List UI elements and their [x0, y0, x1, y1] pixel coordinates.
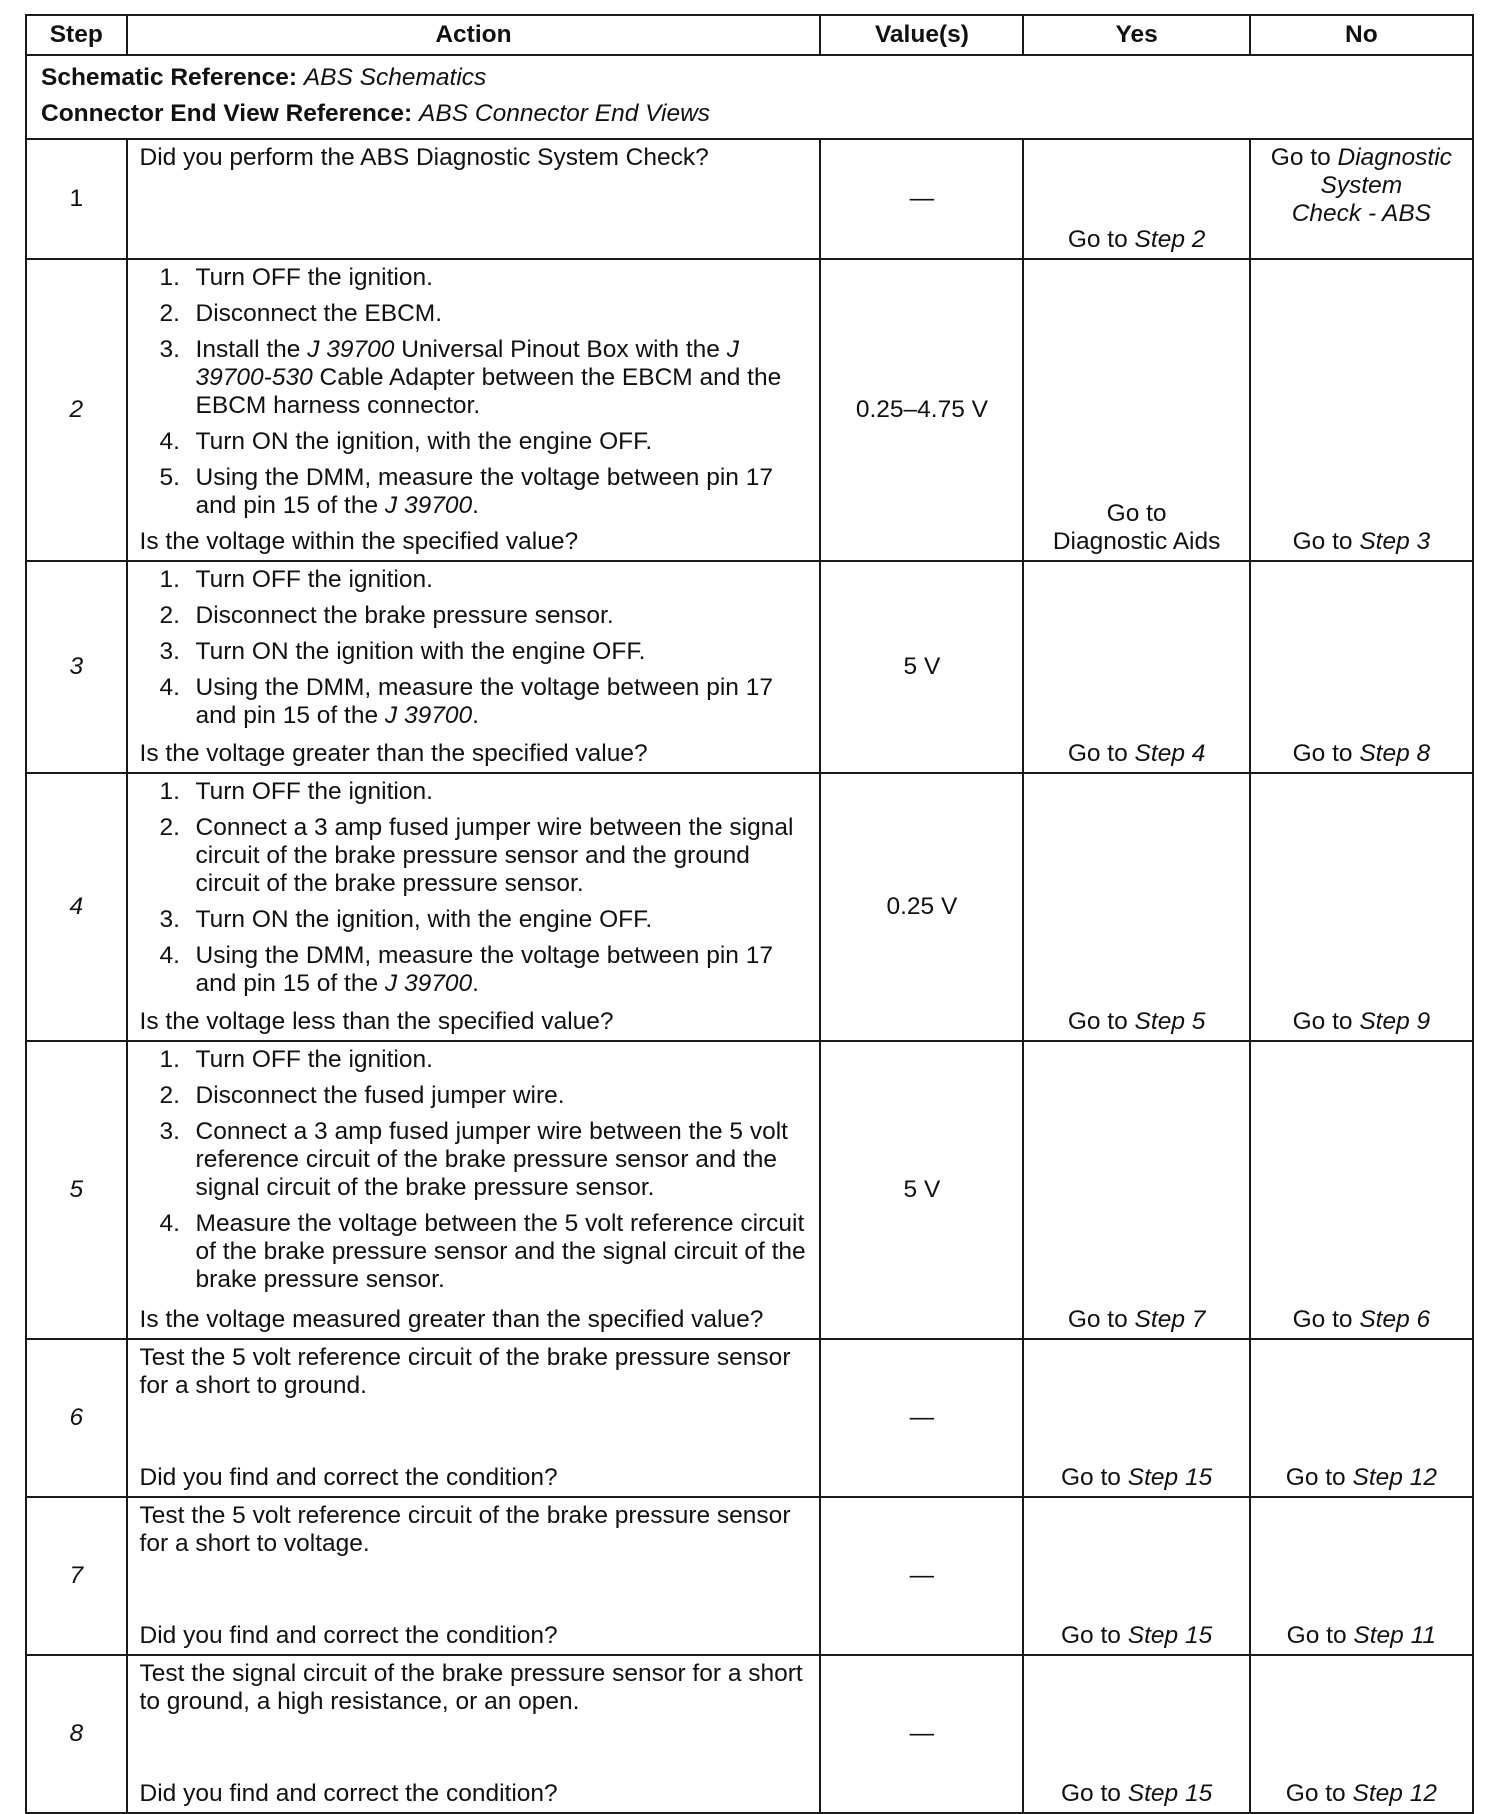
no-goto[interactable]: [1251, 740, 1472, 768]
yes-cell: [1023, 1655, 1249, 1813]
yes-goto-step-link[interactable]: Step 2: [1134, 226, 1206, 253]
value-cell: 0.25 V: [820, 773, 1023, 1041]
procedure-list: [140, 566, 808, 730]
no-goto[interactable]: [1251, 1780, 1472, 1808]
no-goto-prefix: Go to: [1285, 1780, 1353, 1807]
step-row: [26, 139, 1473, 259]
procedure-step-number: 4.: [159, 942, 180, 969]
procedure-step: [140, 428, 808, 456]
action-content: [140, 1660, 808, 1812]
yes-cell: [1023, 773, 1249, 1041]
no-cell: [1250, 1497, 1473, 1655]
action-content: [140, 778, 808, 1040]
procedure-step: [140, 264, 808, 292]
procedure-step-number: 3.: [159, 638, 180, 665]
value-cell: 5 V: [820, 1041, 1023, 1339]
no-goto-step-link[interactable]: Step 12: [1352, 1464, 1437, 1491]
step-row: [26, 1497, 1473, 1655]
connector-reference: [41, 96, 1458, 132]
action-cell: [127, 1655, 821, 1813]
yes-goto-step-link[interactable]: Step 15: [1127, 1622, 1213, 1649]
procedure-step: [140, 638, 808, 666]
no-goto[interactable]: [1251, 140, 1472, 228]
action-content: [140, 144, 808, 258]
diagnostic-table: [25, 14, 1474, 1814]
step-row: [26, 561, 1473, 773]
procedure-list: [140, 1046, 808, 1294]
action-content: [140, 1344, 808, 1496]
value-cell: —: [820, 1497, 1023, 1655]
value-cell: 5 V: [820, 561, 1023, 773]
tool-reference: J 39700: [384, 492, 473, 519]
action-content: [140, 1502, 808, 1654]
action-content: [140, 566, 808, 772]
step-row: [26, 1655, 1473, 1813]
no-goto[interactable]: [1251, 1622, 1472, 1650]
procedure-step: [140, 1082, 808, 1110]
no-goto[interactable]: [1251, 528, 1472, 556]
tool-reference: J 39700: [384, 970, 473, 997]
procedure-step-text: Turn OFF the ignition.: [195, 264, 433, 291]
tool-reference: J 39700: [384, 702, 473, 729]
connector-reference-link[interactable]: ABS Connector End Views: [419, 100, 711, 127]
header-yes: Yes: [1023, 15, 1249, 55]
procedure-step-number: 1.: [159, 264, 180, 291]
procedure-step-text: Install the J 39700 Universal Pinout Box with the J 39700-530 Cable Adapter between the EBCM and the EBCM harness connector.: [195, 336, 782, 419]
step-number: 5: [26, 1041, 127, 1339]
step-number: 8: [26, 1655, 127, 1813]
yes-goto[interactable]: [1024, 1464, 1248, 1492]
procedure-step-number: 2.: [159, 814, 180, 841]
yes-cell: [1023, 139, 1249, 259]
action-question: Did you find and correct the condition?: [139, 1622, 558, 1649]
action-cell: [127, 1497, 821, 1655]
procedure-step: [140, 602, 808, 630]
action-question: Is the voltage greater than the specified value?: [139, 740, 648, 767]
header-action: Action: [127, 15, 821, 55]
procedure-step-text: Connect a 3 amp fused jumper wire between the signal circuit of the brake pressure sensor and the ground circuit of the brake pressure sensor.: [195, 814, 794, 897]
procedure-step-text: Using the DMM, measure the voltage between pin 17 and pin 15 of the J 39700.: [195, 464, 773, 519]
yes-goto-prefix: Go to: [1061, 1780, 1128, 1807]
procedure-step-text: Using the DMM, measure the voltage between pin 17 and pin 15 of the J 39700.: [195, 942, 773, 997]
yes-goto-line: Go to: [1106, 500, 1167, 527]
procedure-step-number: 4.: [159, 674, 180, 701]
value-cell: 0.25–4.75 V: [820, 259, 1023, 561]
step-number: 2: [26, 259, 127, 561]
procedure-step-text: Turn OFF the ignition.: [195, 1046, 433, 1073]
no-goto-step-link[interactable]: Step 3: [1359, 528, 1431, 555]
no-goto[interactable]: [1251, 1306, 1472, 1334]
yes-goto-line: Diagnostic Aids: [1052, 528, 1221, 555]
procedure-step-number: 4.: [159, 1210, 180, 1237]
step-row: [26, 259, 1473, 561]
header-step: Step: [26, 15, 127, 55]
schematic-reference-link[interactable]: ABS Schematics: [303, 64, 487, 91]
no-goto-line: Check - ABS: [1291, 200, 1432, 227]
procedure-step-text: Turn OFF the ignition.: [195, 566, 433, 593]
step-number: 6: [26, 1339, 127, 1497]
action-cell: [127, 259, 821, 561]
procedure-step-number: 1.: [159, 566, 180, 593]
tool-reference: J 39700: [307, 336, 395, 363]
yes-cell: [1023, 561, 1249, 773]
yes-goto[interactable]: [1024, 740, 1248, 768]
procedure-step: [140, 1210, 808, 1294]
step-number: 7: [26, 1497, 127, 1655]
action-content: [140, 264, 808, 560]
step-number: 3: [26, 561, 127, 773]
procedure-step-text: Turn OFF the ignition.: [195, 778, 433, 805]
procedure-step: [140, 300, 808, 328]
yes-goto-prefix: Go to: [1061, 1464, 1128, 1491]
tool-reference: J 39700-530: [195, 336, 739, 391]
header-no: No: [1250, 15, 1473, 55]
no-goto-step-link[interactable]: Step 8: [1359, 740, 1431, 767]
yes-goto-prefix: Go to: [1067, 1306, 1135, 1333]
procedure-step: [140, 942, 808, 998]
value-cell: —: [820, 1339, 1023, 1497]
procedure-step-text: Disconnect the fused jumper wire.: [195, 1082, 565, 1109]
step-number: 1: [26, 139, 127, 259]
procedure-step-text: Disconnect the EBCM.: [195, 300, 443, 327]
no-goto-step-link[interactable]: Step 9: [1359, 1008, 1431, 1035]
procedure-step-text: Using the DMM, measure the voltage between pin 17 and pin 15 of the J 39700.: [195, 674, 773, 729]
action-question: Is the voltage less than the specified value?: [139, 1008, 614, 1035]
action-cell: [127, 773, 821, 1041]
procedure-step: [140, 336, 808, 420]
no-goto-prefix: Go to: [1285, 1464, 1353, 1491]
procedure-step: [140, 814, 808, 898]
header-values: Value(s): [820, 15, 1023, 55]
no-cell: [1250, 1655, 1473, 1813]
action-content: [140, 1046, 808, 1338]
table-header-row: [26, 15, 1473, 55]
procedure-step: [140, 906, 808, 934]
action-cell: [127, 1339, 821, 1497]
schematic-reference-label: Schematic Reference:: [41, 64, 298, 91]
step-row: [26, 773, 1473, 1041]
no-goto-line-text: Go to Diagnostic: [1270, 144, 1452, 171]
no-goto-step-link[interactable]: Step 11: [1353, 1622, 1437, 1649]
procedure-step-number: 2.: [159, 602, 180, 629]
no-goto[interactable]: [1251, 1008, 1472, 1036]
procedure-step: [140, 778, 808, 806]
procedure-step-text: Connect a 3 amp fused jumper wire between the 5 volt reference circuit of the brake pressure sensor and the signal circuit of the brake pressure sensor.: [195, 1118, 788, 1201]
yes-goto-step-link[interactable]: Step 15: [1127, 1464, 1213, 1491]
procedure-step-text: Turn ON the ignition, with the engine OFF.: [195, 906, 653, 933]
no-goto-step-link[interactable]: Step 12: [1352, 1780, 1437, 1807]
procedure-step-number: 1.: [159, 1046, 180, 1073]
yes-goto-prefix: Go to: [1067, 1008, 1135, 1035]
yes-cell: [1023, 1339, 1249, 1497]
procedure-step-number: 3.: [159, 336, 180, 363]
procedure-step-text: Turn ON the ignition, with the engine OFF.: [195, 428, 653, 455]
no-cell: [1250, 259, 1473, 561]
no-goto-prefix: Go to: [1292, 1008, 1360, 1035]
step-row: [26, 1041, 1473, 1339]
no-cell: [1250, 1339, 1473, 1497]
yes-goto-step-link[interactable]: Step 5: [1134, 1008, 1206, 1035]
schematic-reference: [41, 60, 1458, 96]
procedure-step-number: 3.: [159, 906, 180, 933]
no-goto-step-link[interactable]: Step 6: [1359, 1306, 1431, 1333]
yes-goto-step-link[interactable]: Step 15: [1127, 1780, 1213, 1807]
procedure-step-number: 3.: [159, 1118, 180, 1145]
yes-goto-step-link[interactable]: Step 4: [1134, 740, 1206, 767]
action-text: Test the 5 volt reference circuit of the brake pressure sensor for a short to voltage.: [139, 1502, 791, 1557]
procedure-step: [140, 1046, 808, 1074]
yes-goto-prefix: Go to: [1061, 1622, 1128, 1649]
no-cell: [1250, 561, 1473, 773]
reference-cell: [26, 55, 1473, 139]
no-goto-line: System: [1320, 172, 1403, 199]
procedure-step-text: Turn ON the ignition with the engine OFF.: [195, 638, 646, 665]
no-goto-prefix: Go to: [1292, 528, 1360, 555]
action-question: Did you find and correct the condition?: [139, 1780, 558, 1807]
procedure-step: [140, 566, 808, 594]
procedure-step-number: 2.: [159, 300, 180, 327]
action-question: Is the voltage within the specified value?: [139, 528, 579, 555]
action-text: Did you perform the ABS Diagnostic System Check?: [139, 144, 709, 171]
action-cell: [127, 561, 821, 773]
procedure-step: [140, 464, 808, 520]
value-cell: —: [820, 1655, 1023, 1813]
procedure-step-text: Measure the voltage between the 5 volt reference circuit of the brake pressure sensor and the signal circuit of the brake pressure sensor.: [195, 1210, 806, 1293]
value-cell: —: [820, 139, 1023, 259]
no-cell: [1250, 773, 1473, 1041]
procedure-step-number: 4.: [159, 428, 180, 455]
reference-row: [26, 55, 1473, 139]
procedure-step-text: Disconnect the brake pressure sensor.: [195, 602, 614, 629]
no-goto-prefix: Go to: [1292, 1306, 1360, 1333]
yes-goto[interactable]: [1024, 1622, 1248, 1650]
yes-goto[interactable]: [1024, 1008, 1248, 1036]
action-question: Did you find and correct the condition?: [139, 1464, 558, 1491]
yes-cell: [1023, 1497, 1249, 1655]
action-cell: [127, 1041, 821, 1339]
no-cell: [1250, 139, 1473, 259]
procedure-step-number: 1.: [159, 778, 180, 805]
yes-goto-step-link[interactable]: Step 7: [1134, 1306, 1206, 1333]
procedure-step: [140, 674, 808, 730]
action-cell: [127, 139, 821, 259]
yes-goto[interactable]: [1024, 1780, 1248, 1808]
action-question: Is the voltage measured greater than the specified value?: [139, 1306, 764, 1333]
yes-goto[interactable]: [1024, 226, 1248, 254]
step-number: 4: [26, 773, 127, 1041]
step-row: [26, 1339, 1473, 1497]
action-text: Test the signal circuit of the brake pressure sensor for a short to ground, a high resistance, or an open.: [139, 1660, 803, 1715]
no-goto-prefix: Go to: [1292, 740, 1360, 767]
no-goto[interactable]: [1251, 1464, 1472, 1492]
connector-reference-label: Connector End View Reference:: [41, 100, 413, 127]
procedure-list: [140, 264, 808, 520]
yes-goto[interactable]: [1024, 1306, 1248, 1334]
procedure-step: [140, 1118, 808, 1202]
yes-goto-prefix: Go to: [1067, 226, 1135, 253]
procedure-list: [140, 778, 808, 998]
action-text: Test the 5 volt reference circuit of the brake pressure sensor for a short to ground.: [139, 1344, 791, 1399]
no-goto-line: [1251, 144, 1472, 172]
no-goto-prefix: Go to: [1286, 1622, 1354, 1649]
yes-goto[interactable]: [1024, 500, 1248, 556]
yes-cell: [1023, 259, 1249, 561]
yes-goto-prefix: Go to: [1067, 740, 1135, 767]
yes-cell: [1023, 1041, 1249, 1339]
procedure-step-number: 5.: [159, 464, 180, 491]
no-cell: [1250, 1041, 1473, 1339]
procedure-step-number: 2.: [159, 1082, 180, 1109]
